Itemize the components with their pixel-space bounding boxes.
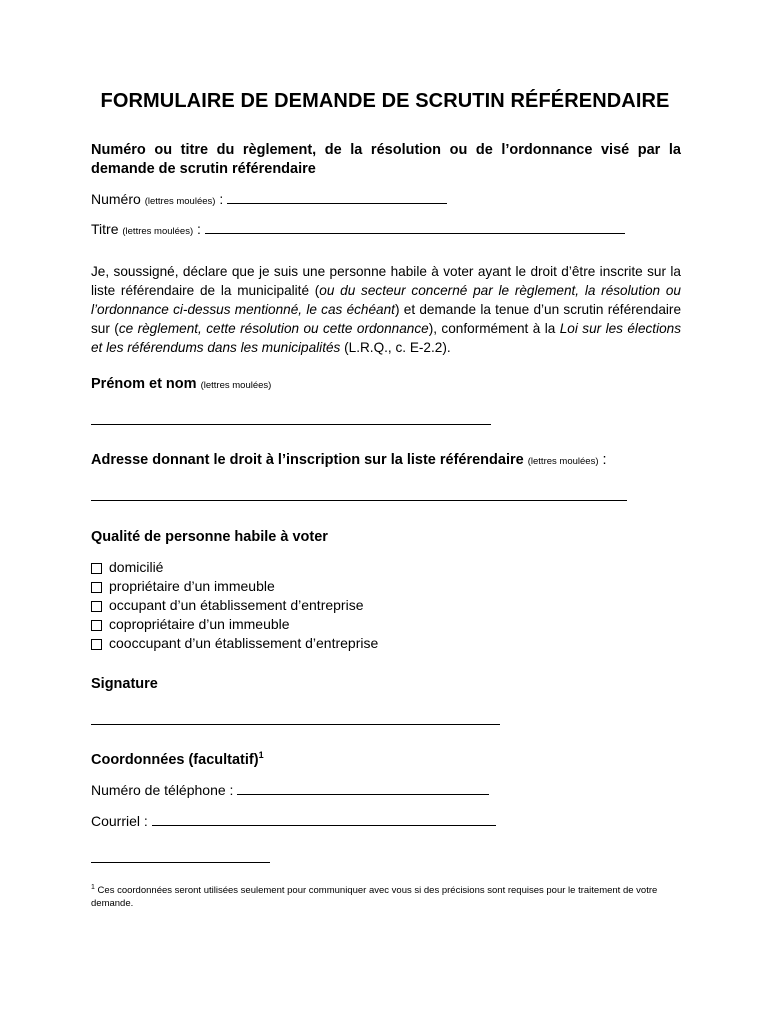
address-heading xyxy=(91,452,607,468)
declaration-italic-1: ou du secteur concerné par le règlement, la résolution ou l’ordonnance ci-dessus mentionné, le cas échéant xyxy=(91,283,681,317)
declaration-italic-3: Loi sur les élections et les référendums dans les municipalités xyxy=(91,321,682,355)
titre-row xyxy=(91,221,625,237)
signature-heading: Signature xyxy=(91,676,158,692)
email-label: Courriel : xyxy=(91,813,148,829)
footnote-ref: 1 xyxy=(258,750,264,761)
address-heading-note: (lettres moulées) xyxy=(527,456,599,467)
signature-field[interactable] xyxy=(91,724,500,725)
qualite-checklist xyxy=(91,558,378,653)
declaration-text-1: Je, soussigné, déclare que je suis une personne habile à voter ayant le droit d’être inscrite sur la liste référendaire de la municipalité ( xyxy=(91,264,681,298)
numero-label: Numéro xyxy=(91,191,141,207)
address-heading-colon: : xyxy=(602,452,607,468)
footnote xyxy=(91,884,691,910)
phone-field[interactable] xyxy=(237,784,489,795)
email-field[interactable] xyxy=(152,815,496,826)
qualite-option-label: occupant d’un établissement d’entreprise xyxy=(109,597,364,613)
checkbox[interactable] xyxy=(91,563,102,574)
declaration-text-2: ) et demande la tenue d’un scrutin référendaire sur ( xyxy=(91,302,682,336)
coordonnees-heading xyxy=(91,752,264,768)
qualite-option-proprietaire[interactable] xyxy=(91,577,378,596)
declaration-text-4: (L.R.Q., c. E-2.2). xyxy=(340,340,451,355)
checkbox[interactable] xyxy=(91,620,102,631)
qualite-option-domicilie[interactable] xyxy=(91,558,378,577)
address-heading-text: Adresse donnant le droit à l’inscription sur la liste référendaire xyxy=(91,452,524,468)
name-heading xyxy=(91,376,271,392)
qualite-option-coproprietaire[interactable] xyxy=(91,615,378,634)
phone-label: Numéro de téléphone : xyxy=(91,782,234,798)
titre-field[interactable] xyxy=(205,223,625,234)
form-title: FORMULAIRE DE DEMANDE DE SCRUTIN RÉFÉRENDAIRE xyxy=(100,90,670,112)
name-heading-note: (lettres moulées) xyxy=(200,380,272,391)
qualite-option-label: propriétaire d’un immeuble xyxy=(109,578,275,594)
footnote-marker: 1 xyxy=(91,883,95,891)
checkbox[interactable] xyxy=(91,601,102,612)
checkbox[interactable] xyxy=(91,639,102,650)
numero-note: (lettres moulées) xyxy=(144,196,216,207)
titre-label: Titre xyxy=(91,221,119,237)
qualite-heading: Qualité de personne habile à voter xyxy=(91,529,328,545)
qualite-option-cooccupant[interactable] xyxy=(91,634,378,653)
email-row xyxy=(91,813,496,829)
reference-heading-line2: demande de scrutin référendaire xyxy=(91,161,316,177)
footnote-separator xyxy=(91,862,270,863)
checkbox[interactable] xyxy=(91,582,102,593)
name-heading-text: Prénom et nom xyxy=(91,376,197,392)
numero-row xyxy=(91,191,447,207)
qualite-option-label: domicilié xyxy=(109,559,164,575)
numero-colon: : xyxy=(219,191,224,207)
coordonnees-heading-text: Coordonnées (facultatif) xyxy=(91,752,259,768)
footnote-text: Ces coordonnées seront utilisées seulement pour communiquer avec vous si des précisions sont requises pour le traitement de votre demande. xyxy=(91,885,658,909)
qualite-option-label: copropriétaire d’un immeuble xyxy=(109,616,290,632)
titre-colon: : xyxy=(197,221,201,237)
numero-field[interactable] xyxy=(227,193,447,204)
qualite-option-occupant[interactable] xyxy=(91,596,378,615)
declaration-text-3: ), conformément à la xyxy=(428,321,560,336)
reference-heading-line1: Numéro ou titre du règlement, de la résolution ou de l’ordonnance visé par la xyxy=(91,142,681,158)
titre-note: (lettres moulées) xyxy=(122,226,194,237)
address-field[interactable] xyxy=(91,500,627,501)
phone-row xyxy=(91,782,489,798)
name-field[interactable] xyxy=(91,424,491,425)
qualite-option-label: cooccupant d’un établissement d’entreprise xyxy=(109,635,379,651)
declaration-italic-2: ce règlement, cette résolution ou cette ordonnance xyxy=(118,321,429,336)
declaration-paragraph xyxy=(91,262,681,357)
